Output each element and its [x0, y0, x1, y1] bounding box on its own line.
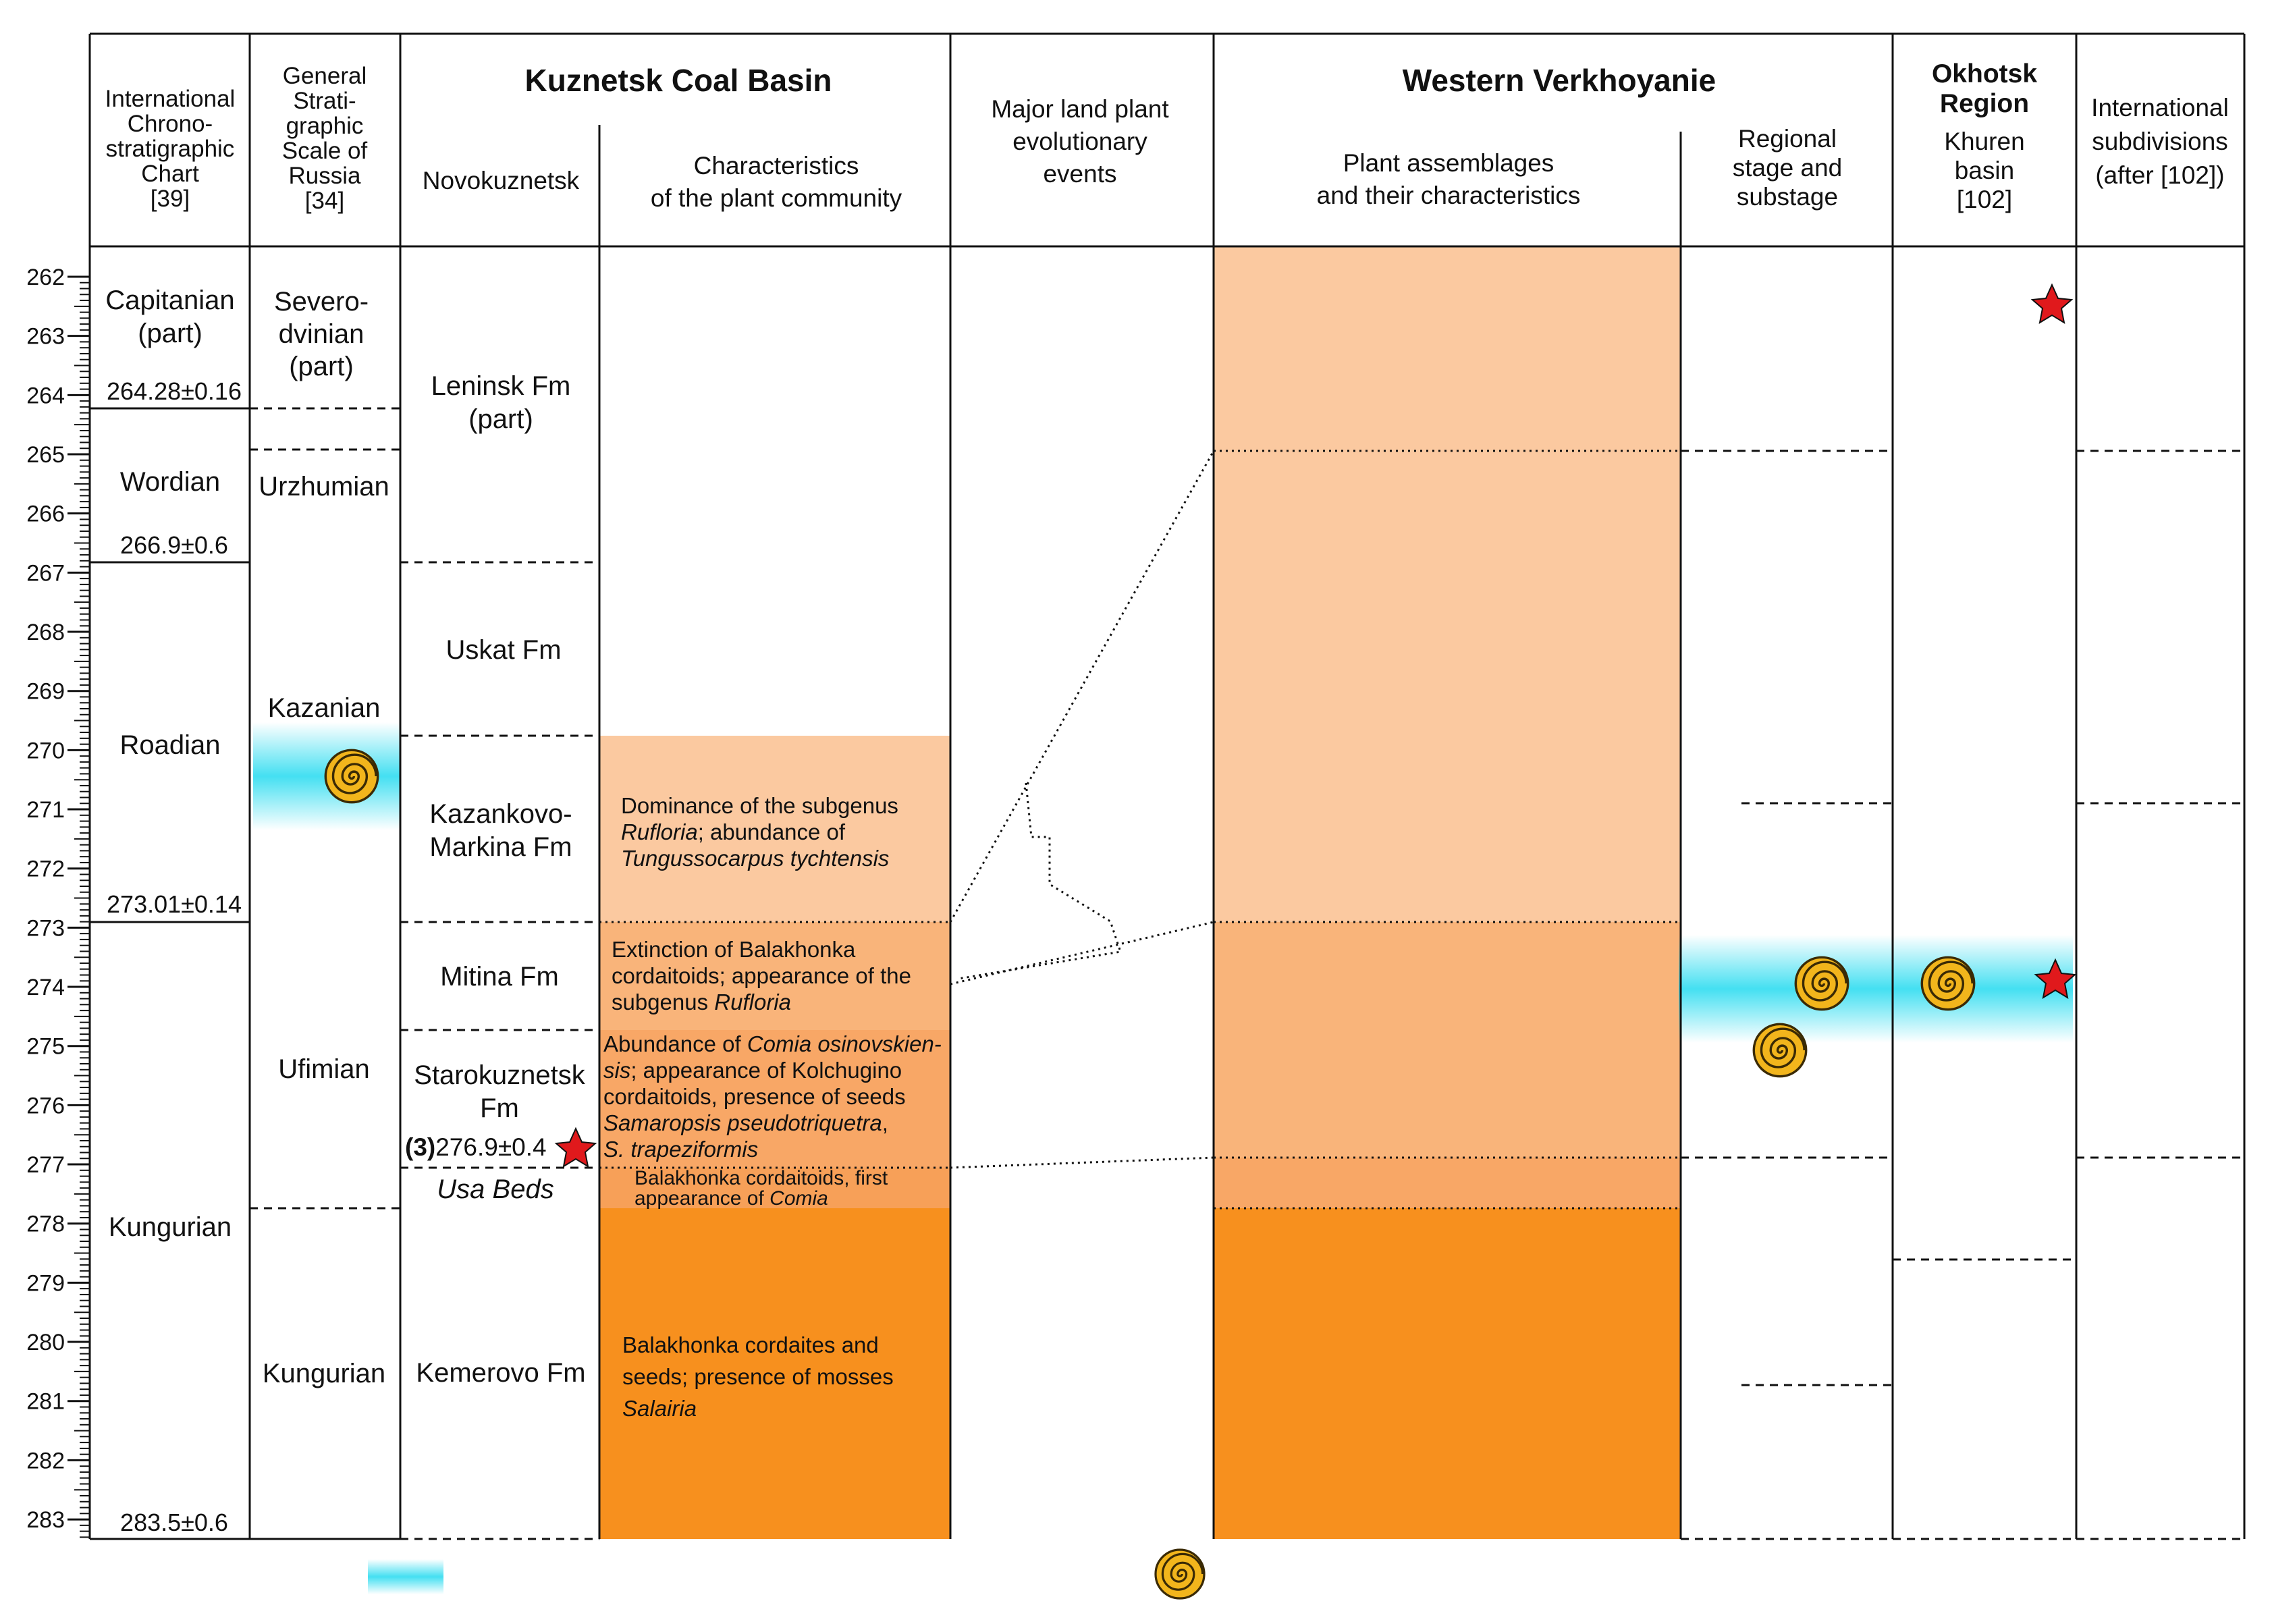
header-khuren-basin: Khuren basin [102]	[1944, 128, 2025, 213]
header-verkh-plant: Plant assemblages and their characteristics	[1316, 149, 1581, 209]
ics-age: 266.9±0.6	[120, 531, 228, 559]
axis-tick-label: 281	[26, 1388, 65, 1415]
novo-uskat: Uskat Fm	[445, 635, 562, 665]
axis-tick-label: 264	[26, 383, 65, 409]
header-regional-stage: Regional stage and substage	[1732, 125, 1843, 211]
star-icon	[556, 1129, 595, 1166]
ammonite-icon	[1156, 1550, 1204, 1598]
kuz-char-usa: Balakhonka cordaitoids, first appearance of Comia	[634, 1167, 888, 1210]
axis-tick-label: 262	[26, 265, 65, 290]
axis-tick-label: 265	[26, 442, 65, 468]
novo-mitina: Mitina Fm	[440, 962, 559, 992]
star-icon	[2032, 285, 2072, 323]
kuz-char-starokuznetsk: Abundance of Comia osinovskien-sis; appearance of Kolchugino cordaitoids, presence of seeds Samaropsis pseudotriquetra, S. trapeziformis	[603, 1031, 942, 1162]
age-axis	[26, 246, 90, 1539]
header-major-events: Major land plant evolutionary events	[991, 95, 1169, 188]
legend-cyan-swatch	[368, 1559, 443, 1594]
gssr-urzhumian: Urzhumian	[259, 472, 389, 502]
axis-tick-label: 268	[26, 620, 65, 646]
header-okhotsk: Okhotsk Region	[1931, 59, 2038, 118]
axis-tick-label: 270	[26, 738, 65, 764]
ics-age: 283.5±0.6	[120, 1509, 228, 1536]
gssr-kungurian: Kungurian	[262, 1359, 386, 1388]
axis-tick-label: 269	[26, 678, 65, 705]
kuz-char-kemerovo: Balakhonka cordaites and seeds; presence of mosses Salairia	[622, 1332, 894, 1421]
axis-tick-label: 266	[26, 501, 65, 527]
header-gssr: General Strati-graphic Scale of Russia [34]	[281, 63, 368, 214]
axis-tick-label: 278	[26, 1211, 65, 1237]
ics-stage-kungurian: Kungurian	[108, 1212, 232, 1242]
verkhoyanie-plant-block	[1214, 451, 1681, 922]
novo-starokuznetsk: Starokuznetsk Fm	[414, 1060, 585, 1123]
header-novokuznetsk: Novokuznetsk	[422, 167, 580, 194]
radiometric-date-3: (3)276.9±0.4	[405, 1133, 547, 1161]
axis-tick-label: 267	[26, 560, 65, 587]
axis-tick-label: 275	[26, 1033, 65, 1060]
axis-tick-label: 272	[26, 856, 65, 882]
ics-stage-wordian: Wordian	[119, 467, 221, 497]
axis-tick-label: 283	[26, 1507, 65, 1534]
axis-tick-label: 271	[26, 797, 65, 823]
novo-usa-beds: Usa Beds	[437, 1174, 554, 1204]
ics-stage-roadian: Roadian	[119, 730, 221, 760]
ics-age: 264.28±0.16	[107, 377, 242, 405]
ics-stage-capitanian: Capitanian (part)	[105, 286, 235, 348]
header-intl-subdivisions: International subdivisions (after [102])	[2091, 94, 2229, 189]
header-ics: International Chrono-stratigraphic Chart [39]	[105, 86, 236, 212]
ammonite-icon	[1922, 957, 1974, 1009]
verkhoyanie-plant-block	[1214, 922, 1681, 1158]
axis-tick-label: 263	[26, 323, 65, 350]
header-kuznetsk: Kuznetsk Coal Basin	[524, 63, 832, 98]
ammonite-icon	[1795, 957, 1847, 1009]
ammonite-icon	[325, 750, 377, 802]
axis-tick-label: 277	[26, 1152, 65, 1179]
axis-tick-label: 273	[26, 915, 65, 942]
ics-age: 273.01±0.14	[107, 890, 242, 918]
verkhoyanie-plant-block	[1214, 246, 1681, 451]
gssr-kazanian: Kazanian	[267, 693, 381, 723]
axis-tick-label: 280	[26, 1330, 65, 1356]
novo-leninsk: Leninsk Fm (part)	[431, 371, 571, 434]
header-verkhoyanie: Western Verkhoyanie	[1402, 63, 1716, 98]
axis-tick-label: 276	[26, 1093, 65, 1119]
axis-tick-label: 282	[26, 1448, 65, 1474]
header-kuz-characteristics: Characteristics of the plant community	[650, 152, 902, 212]
cyan-band-delenzhian	[1679, 935, 2073, 1043]
ammonite-icon	[1754, 1024, 1806, 1076]
verkhoyanie-plant-block	[1214, 1158, 1681, 1208]
axis-tick-label: 274	[26, 975, 65, 1001]
verkhoyanie-plant-block	[1214, 1208, 1681, 1539]
gssr-ufimian: Ufimian	[278, 1054, 370, 1084]
kuz-char-kazankovo: Dominance of the subgenus Rufloria; abundance of Tungussocarpus tychtensis	[621, 793, 898, 871]
axis-tick-label: 279	[26, 1270, 65, 1297]
novo-kazankovo: Kazankovo-Markina Fm	[429, 799, 572, 862]
novo-kemerovo: Kemerovo Fm	[416, 1358, 586, 1388]
gssr-severodvinian: Severo-dvinian (part)	[273, 287, 369, 381]
kuz-char-mitina: Extinction of Balakhonka cordaitoids; appearance of the subgenus Rufloria	[612, 937, 911, 1014]
